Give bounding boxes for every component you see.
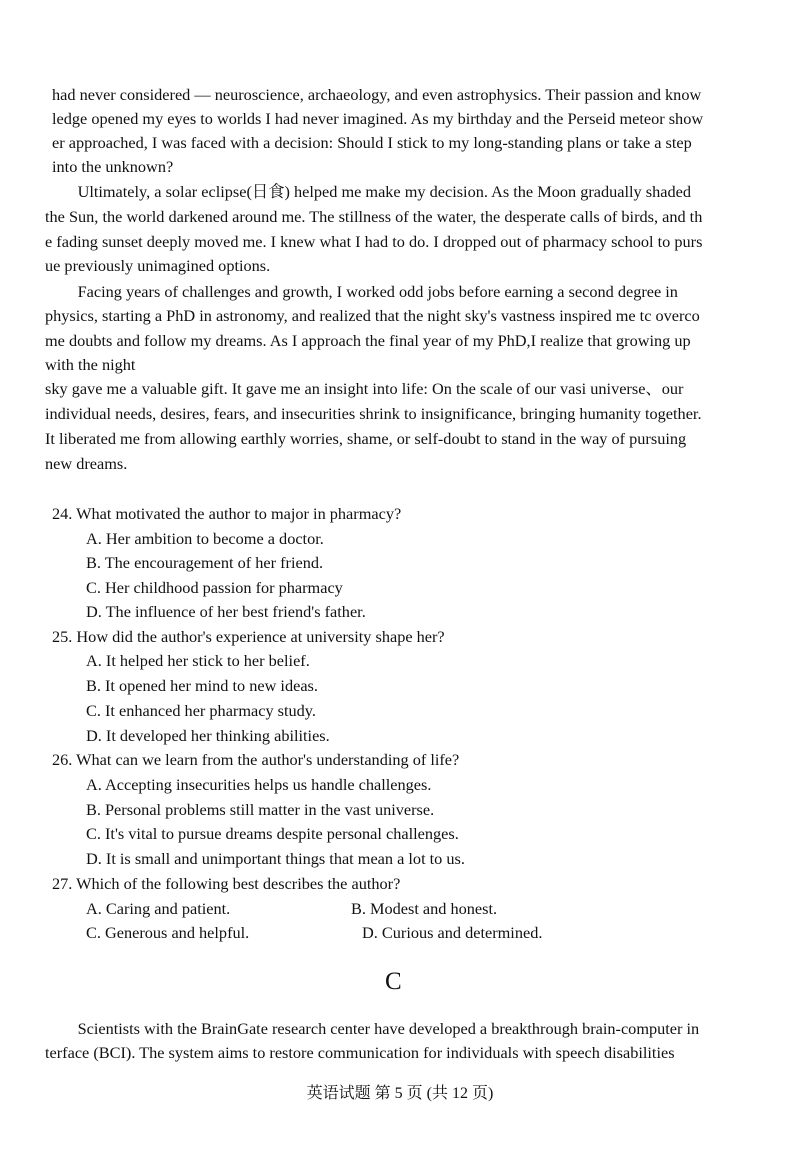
option-d: D. The influence of her best friend's father. bbox=[86, 602, 366, 621]
option-d: D. Curious and determined. bbox=[362, 923, 543, 942]
text-line: sky gave me a valuable gift. It gave me an insight into life: On the scale of our vasi universe、our bbox=[45, 379, 684, 398]
question-stem: 27. Which of the following best describes the author? bbox=[52, 874, 401, 893]
text-line: er approached, I was faced with a decision: Should I stick to my long-standing plans or take a step bbox=[52, 133, 692, 152]
text-line: into the unknown? bbox=[52, 157, 174, 176]
page-footer: 英语试题 第 5 页 (共 12 页) bbox=[306, 1085, 494, 1102]
text-line: me doubts and follow my dreams. As I approach the final year of my PhD,I realize that growing up bbox=[45, 331, 691, 350]
text-line: Facing years of challenges and growth, I worked odd jobs before earning a second degree in bbox=[45, 282, 678, 301]
text-line: physics, starting a PhD in astronomy, and realized that the night sky's vastness inspired me tc overco bbox=[45, 306, 700, 325]
option-d: D. It developed her thinking abilities. bbox=[86, 726, 330, 745]
option-b: B. The encouragement of her friend. bbox=[86, 553, 324, 572]
text-line: had never considered — neuroscience, archaeology, and even astrophysics. Their passion and know bbox=[52, 85, 702, 104]
question-stem: 24. What motivated the author to major in pharmacy? bbox=[52, 504, 402, 523]
question-stem: 25. How did the author's experience at university shape her? bbox=[52, 627, 445, 646]
text-line: e fading sunset deeply moved me. I knew what I had to do. I dropped out of pharmacy school to purs bbox=[45, 232, 703, 251]
text-line: terface (BCI). The system aims to restore communication for individuals with speech disabilities bbox=[45, 1043, 675, 1062]
option-b: B. Personal problems still matter in the vast universe. bbox=[86, 800, 435, 819]
section-heading: C bbox=[385, 968, 402, 995]
text-line: Scientists with the BrainGate research center have developed a breakthrough brain-computer in bbox=[45, 1019, 700, 1038]
option-a: A. Her ambition to become a doctor. bbox=[86, 529, 324, 548]
question-stem: 26. What can we learn from the author's understanding of life? bbox=[52, 750, 460, 769]
option-d: D. It is small and unimportant things that mean a lot to us. bbox=[86, 849, 465, 868]
option-b: B. Modest and honest. bbox=[351, 899, 498, 918]
option-a: A. Accepting insecurities helps us handle challenges. bbox=[86, 775, 432, 794]
text-line: ledge opened my eyes to worlds I had never imagined. As my birthday and the Perseid meteor show bbox=[52, 109, 704, 128]
text-line: Ultimately, a solar eclipse(日食) helped me make my decision. As the Moon gradually shaded bbox=[45, 182, 691, 201]
option-c: C. Her childhood passion for pharmacy bbox=[86, 578, 343, 597]
option-b: B. It opened her mind to new ideas. bbox=[86, 676, 318, 695]
text-line: It liberated me from allowing earthly worries, shame, or self-doubt to stand in the way of pursuing bbox=[45, 429, 687, 448]
option-c: C. It's vital to pursue dreams despite personal challenges. bbox=[86, 824, 459, 843]
option-c: C. It enhanced her pharmacy study. bbox=[86, 701, 316, 720]
text-line: ue previously unimagined options. bbox=[45, 256, 271, 275]
text-line: the Sun, the world darkened around me. The stillness of the water, the desperate calls of birds, and th bbox=[45, 207, 703, 226]
option-a: A. Caring and patient. bbox=[86, 899, 231, 918]
text-line: with the night bbox=[45, 355, 136, 374]
option-c: C. Generous and helpful. bbox=[86, 923, 250, 942]
text-line: new dreams. bbox=[45, 454, 128, 473]
text-line: individual needs, desires, fears, and insecurities shrink to insignificance, bringing humanity together. bbox=[45, 404, 702, 423]
option-a: A. It helped her stick to her belief. bbox=[86, 651, 310, 670]
